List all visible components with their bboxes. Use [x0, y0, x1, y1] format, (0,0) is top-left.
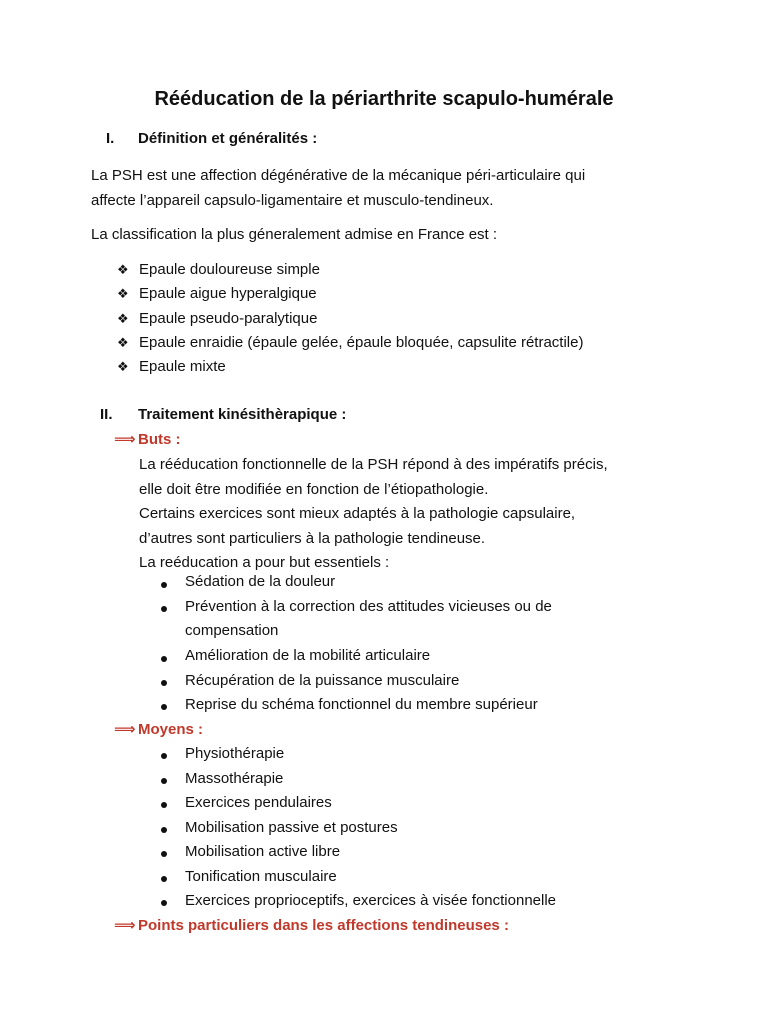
list-item: Epaule aigue hyperalgique: [139, 285, 317, 302]
list-item: Récupération de la puissance musculaire: [185, 672, 460, 689]
paragraph-line: La PSH est une affection dégénérative de la mécanique péri-articulaire qui: [91, 167, 586, 184]
paragraph-line: La reéducation a pour but essentiels :: [139, 554, 390, 571]
section-1-paragraph-1: [91, 164, 585, 213]
list-item: Physiothérapie: [185, 745, 285, 762]
double-arrow-icon: ⟹: [114, 917, 136, 934]
list-item: Sédation de la douleur: [185, 573, 336, 590]
list-item: Reprise du schéma fonctionnel du membre supérieur: [185, 696, 538, 713]
bullet-icon: [161, 802, 167, 808]
bullet-icon: [161, 851, 167, 857]
list-item: Mobilisation active libre: [185, 843, 341, 860]
list-item: Massothérapie: [185, 770, 284, 787]
moyens-label: Moyens :: [138, 721, 204, 738]
list-item: Tonification musculaire: [185, 868, 337, 885]
bullet-icon: [161, 827, 167, 833]
diamond-bullet-icon: ❖: [117, 262, 129, 277]
bullet-icon: [161, 876, 167, 882]
double-arrow-icon: ⟹: [114, 721, 136, 738]
bullet-icon: [161, 900, 167, 906]
diamond-bullet-icon: ❖: [117, 335, 129, 350]
list-item: Exercices proprioceptifs, exercices à visée fonctionnelle: [185, 892, 557, 909]
paragraph-line: Certains exercices sont mieux adaptés à la pathologie capsulaire,: [139, 505, 576, 522]
paragraph-line: affecte l’appareil capsulo-ligamentaire et musculo-tendineux.: [91, 191, 494, 209]
list-item: Amélioration de la mobilité articulaire: [185, 647, 431, 664]
bullet-icon: [161, 582, 167, 588]
section-1-number: I.: [106, 130, 115, 147]
list-item: Epaule pseudo-paralytique: [139, 310, 318, 327]
buts-paragraph: [139, 453, 608, 576]
list-item: Epaule douloureuse simple: [139, 261, 320, 278]
double-arrow-icon: ⟹: [114, 431, 136, 448]
bullet-icon: [161, 606, 167, 612]
diamond-bullet-icon: ❖: [117, 286, 129, 301]
points-label: Points particuliers dans les affections tendineuses :: [138, 917, 509, 934]
list-item: Epaule mixte: [139, 358, 226, 375]
paragraph-line: d’autres sont particuliers à la pathologie tendineuse.: [139, 529, 486, 547]
section-1-heading: Définition et généralités :: [138, 130, 318, 147]
paragraph-line: La rééducation fonctionnelle de la PSH répond à des impératifs précis,: [139, 456, 608, 473]
diamond-bullet-icon: ❖: [117, 359, 129, 374]
list-item: Mobilisation passive et postures: [185, 819, 398, 836]
document-title: Rééducation de la périarthrite scapulo-humérale: [154, 88, 614, 110]
list-item: Prévention à la correction des attitudes vicieuses ou de: [185, 598, 552, 615]
list-item: Epaule enraidie (épaule gelée, épaule bloquée, capsulite rétractile): [139, 334, 584, 351]
diamond-bullet-icon: ❖: [117, 311, 129, 326]
section-1-paragraph-2: La classification la plus géneralement admise en France est :: [91, 226, 498, 243]
paragraph-line: elle doit être modifiée en fonction de l’étiopathologie.: [139, 480, 489, 498]
bullet-icon: [161, 680, 167, 686]
bullet-icon: [161, 656, 167, 662]
list-item-continuation: compensation: [185, 622, 279, 639]
bullet-icon: [161, 753, 167, 759]
section-2-number: II.: [100, 406, 113, 423]
section-2-heading: Traitement kinésithèrapique :: [138, 406, 347, 423]
list-item: Exercices pendulaires: [185, 794, 332, 811]
bullet-icon: [161, 778, 167, 784]
bullet-icon: [161, 704, 167, 710]
buts-label: Buts :: [138, 431, 181, 448]
